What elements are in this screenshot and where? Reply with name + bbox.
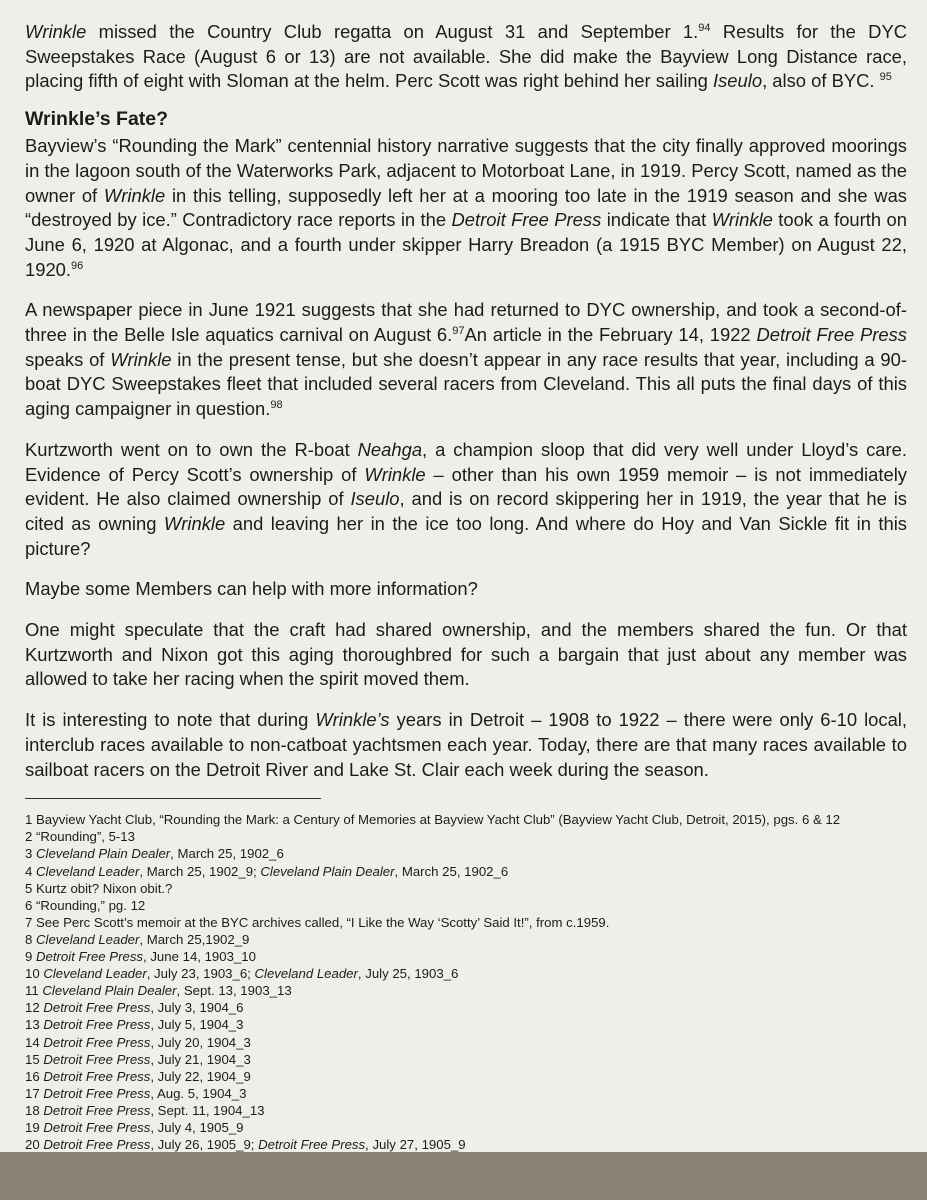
publication-name: Detroit Free Press — [43, 1051, 151, 1067]
article-body — [25, 20, 907, 1153]
paragraph-5: Maybe some Members can help with more information? — [25, 578, 478, 600]
boat-name: Iseulo — [712, 70, 763, 92]
text-span: It is interesting to note that during — [25, 709, 316, 731]
paragraph-4 — [25, 438, 907, 562]
footnote-ref: 96 — [71, 259, 84, 272]
text-span: and leaving her in the ice too long. And where do Hoy and Van Sickle fit in this picture? — [25, 512, 907, 559]
footnote-item — [25, 931, 907, 948]
text-span: in the present tense, but she doesn’t appear in any race results that year, including a 90-boat DYC Sweepstakes fleet that included several racers from Cleveland. This all puts the final days of this aging campaigner in question. — [25, 348, 907, 420]
publication-name: Cleveland Plain Dealer — [36, 846, 171, 862]
paragraph-1 — [25, 20, 907, 94]
boat-name: Wrinkle — [163, 512, 226, 534]
footnote-number: 2 — [25, 829, 33, 845]
footnote-ref: 98 — [270, 399, 283, 412]
footnote-number: 14 — [25, 1034, 40, 1050]
footnote-item — [25, 982, 907, 999]
boat-name: Wrinkle — [25, 21, 87, 42]
text-span: , and is on record skippering her in 1919, the year that he is cited as owning — [25, 488, 908, 534]
footnote-item — [25, 1068, 907, 1085]
footnote-text: , July 23, 1903_6; — [146, 966, 255, 982]
footnote-item — [25, 1119, 907, 1136]
footnote-text: , Sept. 11, 1904_13 — [150, 1102, 265, 1118]
paragraph-7 — [25, 708, 907, 782]
footnote-text: See Perc Scott’s memoir at the BYC archives called, “I Like the Way ‘Scotty’ Said It!”, from c.1959. — [32, 914, 610, 930]
footnote-ref: 95 — [879, 71, 892, 84]
footnote-item — [25, 914, 907, 931]
footnote-number: 8 — [25, 931, 33, 947]
publication-name: Cleveland Leader — [43, 966, 147, 982]
publication-name: Detroit Free Press — [43, 1017, 151, 1033]
paragraph-2 — [25, 134, 907, 282]
footnote-number: 1 — [25, 812, 33, 828]
footnote-number: 7 — [25, 914, 33, 930]
boat-name: Iseulo — [350, 488, 400, 510]
footnote-item — [25, 863, 907, 880]
footnote-number: 20 — [25, 1137, 40, 1153]
footnote-ref: 94 — [698, 21, 711, 34]
publication-name: Detroit Free Press — [451, 209, 602, 231]
text-span: An article in the February 14, 1922 — [464, 324, 757, 346]
text-span: , also of BYC. — [762, 70, 880, 92]
footnote-number: 11 — [25, 983, 39, 999]
boat-name: Wrinkle’s — [315, 709, 390, 731]
paragraph-6: One might speculate that the craft had shared ownership, and the members shared the fun. Or that Kurtzworth and Nixon got this aging thoroughbred for such a bargain that just about any member was allowed to take her racing when the spirit moved them. — [25, 619, 907, 690]
footnote-item — [25, 999, 907, 1016]
boat-name: Wrinkle — [110, 348, 172, 370]
publication-name: Detroit Free Press — [43, 1085, 151, 1101]
text-span: in this telling, supposedly left her at a mooring too late in the 1919 season and she was “destroyed by ice.” Contradictory race reports in the — [25, 184, 908, 231]
footnote-text: “Rounding,” pg. 12 — [32, 897, 146, 913]
footnote-text: , March 25, 1902_6 — [394, 863, 509, 879]
publication-name: Detroit Free Press — [43, 1119, 151, 1135]
publication-name: Detroit Free Press — [43, 1000, 151, 1016]
footnote-text: , Sept. 13, 1903_13 — [176, 983, 292, 999]
publication-name: Detroit Free Press — [43, 1102, 151, 1118]
footnote-text: Kurtz obit? Nixon obit.? — [32, 880, 173, 896]
footnote-item — [25, 811, 907, 828]
publication-name: Cleveland Plain Dealer — [42, 983, 177, 999]
footnote-number: 5 — [25, 880, 33, 896]
footnote-item — [25, 1136, 907, 1153]
footnote-ref: 97 — [452, 324, 465, 337]
footnote-item — [25, 845, 907, 862]
publication-name: Cleveland Plain Dealer — [260, 863, 395, 879]
text-span: , a champion sloop that did very well under Lloyd’s care. Evidence of Percy Scott’s ownership of — [25, 438, 907, 485]
text-span: missed the Country Club regatta on August 31 and September 1. — [86, 21, 699, 42]
boat-name: Wrinkle — [103, 184, 166, 206]
footnote-item — [25, 1102, 907, 1119]
footnote-number: 9 — [25, 949, 33, 965]
text-span: Results for the DYC Sweepstakes Race (August 6 or 13) are not available. She did make the Bayview Long Distance race, placing fifth of eight with Sloman at the helm. Perc Scott was right behind her sailing — [25, 21, 907, 92]
footnote-item — [25, 880, 907, 897]
footnote-number: 19 — [25, 1119, 40, 1135]
footnote-number: 4 — [25, 863, 33, 879]
footnote-item — [25, 828, 907, 845]
publication-name: Detroit Free Press — [43, 1034, 151, 1050]
publication-name: Detroit Free Press — [36, 949, 144, 965]
text-span: A newspaper piece in June 1921 suggests that she had returned to DYC ownership, and took a second-of-three in the Belle Isle aquatics carnival on August 6. — [25, 299, 907, 346]
footnote-number: 16 — [25, 1068, 40, 1084]
footnote-text: “Rounding”, 5-13 — [32, 829, 135, 845]
footnote-item — [25, 1034, 907, 1051]
footnote-text: , June 14, 1903_10 — [143, 949, 256, 965]
paragraph-3 — [25, 298, 907, 422]
footnote-text: , July 22, 1904_9 — [150, 1068, 251, 1084]
footnote-text: , July 20, 1904_3 — [150, 1034, 251, 1050]
footnote-item — [25, 1016, 907, 1033]
footnote-item — [25, 965, 907, 982]
text-span: indicate that — [601, 209, 712, 231]
footnote-text: Bayview Yacht Club, “Rounding the Mark: a Century of Memories at Bayview Yacht Club” (Bayview Yacht Club, Detroit, 2015), pgs. 6 & 12 — [32, 812, 841, 828]
section-heading: Wrinkle’s Fate? — [25, 108, 169, 131]
footnote-item — [25, 1085, 907, 1102]
boat-name: Wrinkle — [711, 209, 773, 231]
footnote-number: 17 — [25, 1085, 40, 1101]
footnote-item — [25, 948, 907, 965]
footnote-text: , July 4, 1905_9 — [150, 1119, 244, 1135]
footer-band — [0, 1152, 927, 1200]
footnote-text: , July 3, 1904_6 — [150, 1000, 244, 1016]
footnote-text: , July 26, 1905_9; — [150, 1137, 259, 1153]
publication-name: Detroit Free Press — [43, 1137, 151, 1153]
publication-name: Detroit Free Press — [43, 1068, 151, 1084]
footnote-text: , March 25, 1902_9; — [139, 863, 261, 879]
boat-name: Wrinkle — [364, 463, 426, 485]
text-span: took a fourth on June 6, 1920 at Algonac, and a fourth under skipper Harry Breadon (a 1915 BYC Member) on August 22, 1920. — [25, 209, 907, 280]
footnote-number: 10 — [25, 966, 40, 982]
footnote-number: 13 — [25, 1017, 40, 1033]
text-span: Kurtzworth went on to own the R-boat — [25, 438, 358, 460]
footnote-text: , July 25, 1903_6 — [357, 966, 459, 982]
boat-name: Neahga — [357, 438, 423, 460]
footnote-item — [25, 1051, 907, 1068]
footnote-divider — [25, 798, 321, 799]
footnote-number: 6 — [25, 897, 33, 913]
text-span: – other than his own 1959 memoir – is not immediately evident. He also claimed ownership of — [25, 463, 907, 510]
text-span: speaks of — [25, 348, 111, 370]
publication-name: Detroit Free Press — [756, 324, 908, 346]
footnote-text: , Aug. 5, 1904_3 — [150, 1085, 247, 1101]
text-span: years in Detroit – 1908 to 1922 – there were only 6-10 local, interclub races available to non-catboat yachtsmen each year. Today, there are that many races available to sailboat racers on the Detroit River and Lake St. Clair each week during the season. — [25, 709, 908, 780]
footnote-item — [25, 897, 907, 914]
footnote-number: 12 — [25, 1000, 40, 1016]
footnote-text: , July 27, 1905_9 — [365, 1137, 466, 1153]
footnote-text: , July 5, 1904_3 — [150, 1017, 244, 1033]
publication-name: Cleveland Leader — [36, 931, 140, 947]
publication-name: Cleveland Leader — [254, 966, 358, 982]
footnote-number: 18 — [25, 1102, 40, 1118]
text-span: Bayview’s “Rounding the Mark” centennial history narrative suggests that the city finally approved moorings in the lagoon south of the Waterworks Park, adjacent to Motorboat Lane, in 1919. Percy Scott, named as the owner of — [25, 135, 907, 206]
publication-name: Detroit Free Press — [258, 1137, 366, 1153]
footnote-number: 3 — [25, 846, 33, 862]
footnote-text: , March 25, 1902_6 — [170, 846, 284, 862]
footnote-list — [25, 811, 907, 1153]
footnote-number: 15 — [25, 1051, 40, 1067]
publication-name: Cleveland Leader — [36, 863, 140, 879]
footnote-text: , July 21, 1904_3 — [150, 1051, 251, 1067]
footnote-text: , March 25,1902_9 — [139, 931, 250, 947]
